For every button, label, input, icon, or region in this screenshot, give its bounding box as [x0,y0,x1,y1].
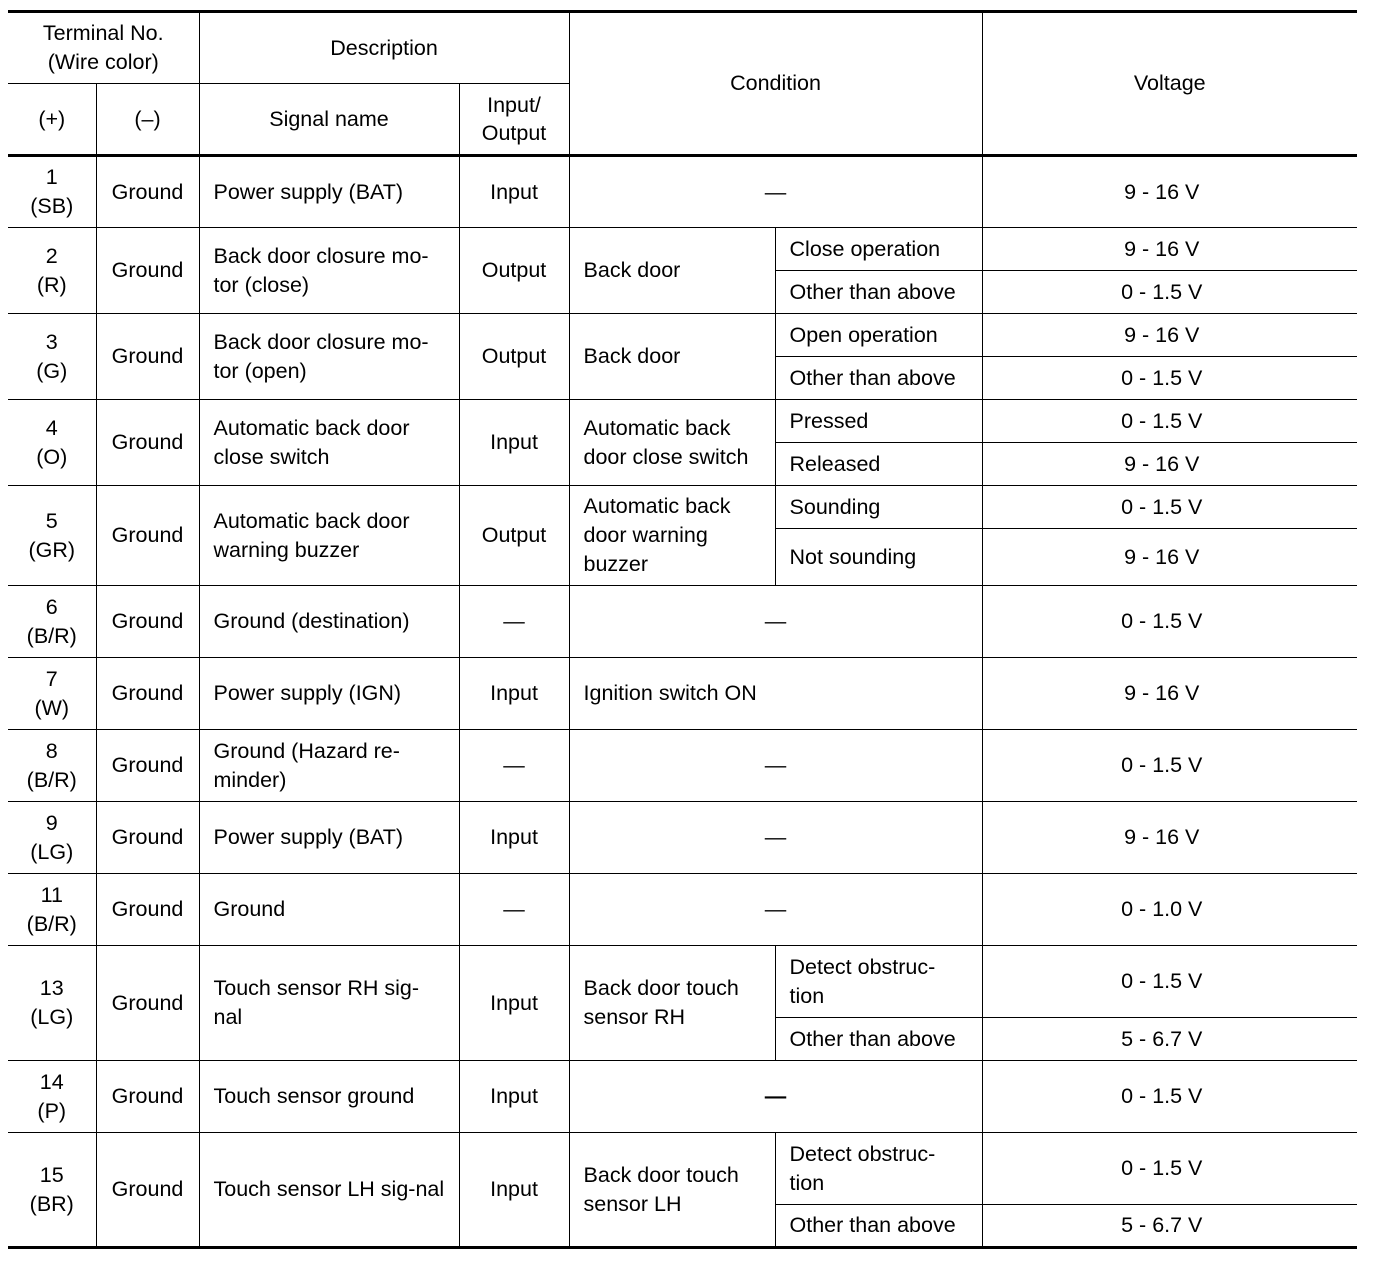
signal-cell: Automatic back door warning buzzer [199,486,459,586]
minus-header: (–) [96,84,199,156]
condition-cell: — [569,156,982,228]
condition-cell: — [569,802,982,874]
voltage-cell: 0 - 1.5 V [982,730,1357,802]
condition-cell: — [569,586,982,658]
state-cell: Detect obstruc-tion [775,1133,982,1205]
table-row [8,946,1357,1018]
condition-header: Condition [569,12,982,156]
voltage-cell: 9 - 16 V [982,443,1357,486]
minus-cell: Ground [96,946,199,1061]
voltage-cell: 0 - 1.5 V [982,486,1357,529]
description-header: Description [199,12,569,84]
io-cell: Output [459,486,569,586]
io-cell: — [459,730,569,802]
state-cell: Close operation [775,228,982,271]
io-cell: Output [459,228,569,314]
signal-cell: Power supply (BAT) [199,156,459,228]
table-row [8,156,1357,228]
signal-cell: Touch sensor RH sig-nal [199,946,459,1061]
table-row [8,586,1357,658]
io-cell: — [459,586,569,658]
terminal-header: Terminal No. (Wire color) [8,12,199,84]
terminal-cell: 8 (B/R) [8,730,96,802]
signal-cell: Power supply (BAT) [199,802,459,874]
voltage-cell: 0 - 1.0 V [982,874,1357,946]
voltage-cell: 9 - 16 V [982,802,1357,874]
state-cell: Other than above [775,271,982,314]
table-row [8,658,1357,730]
table-row [8,1061,1357,1133]
signal-cell: Ground (destination) [199,586,459,658]
table-row [8,400,1357,443]
minus-cell: Ground [96,658,199,730]
voltage-cell: 0 - 1.5 V [982,1061,1357,1133]
state-cell: Released [775,443,982,486]
table-row [8,486,1357,529]
io-cell: Input [459,802,569,874]
table-row [8,1133,1357,1205]
table-row [8,228,1357,271]
signal-cell: Touch sensor LH sig-nal [199,1133,459,1248]
voltage-cell: 0 - 1.5 V [982,946,1357,1018]
io-cell: — [459,874,569,946]
terminal-cell: 7 (W) [8,658,96,730]
table-row [8,802,1357,874]
voltage-cell: 9 - 16 V [982,314,1357,357]
signal-cell: Back door closure mo-tor (close) [199,228,459,314]
plus-header: (+) [8,84,96,156]
condition-cell: Automatic back door close switch [569,400,775,486]
voltage-cell: 0 - 1.5 V [982,271,1357,314]
minus-cell: Ground [96,228,199,314]
voltage-cell: 0 - 1.5 V [982,586,1357,658]
terminal-spec-table [8,10,1357,1249]
io-cell: Input [459,658,569,730]
condition-cell: Back door [569,228,775,314]
minus-cell: Ground [96,486,199,586]
terminal-cell: 15 (BR) [8,1133,96,1248]
state-cell: Other than above [775,1018,982,1061]
signal-name-header: Signal name [199,84,459,156]
state-cell: Open operation [775,314,982,357]
voltage-header: Voltage [982,12,1357,156]
condition-cell: — [569,730,982,802]
signal-cell: Back door closure mo-tor (open) [199,314,459,400]
voltage-cell: 9 - 16 V [982,156,1357,228]
signal-cell: Ground [199,874,459,946]
io-header: Input/ Output [459,84,569,156]
terminal-cell: 4 (O) [8,400,96,486]
io-cell: Input [459,1061,569,1133]
minus-cell: Ground [96,156,199,228]
condition-cell: — [569,1061,982,1133]
minus-cell: Ground [96,586,199,658]
minus-cell: Ground [96,1133,199,1248]
terminal-cell: 5 (GR) [8,486,96,586]
terminal-cell: 3 (G) [8,314,96,400]
minus-cell: Ground [96,874,199,946]
state-cell: Other than above [775,1205,982,1248]
terminal-cell: 6 (B/R) [8,586,96,658]
minus-cell: Ground [96,802,199,874]
minus-cell: Ground [96,400,199,486]
state-cell: Detect obstruc-tion [775,946,982,1018]
terminal-cell: 2 (R) [8,228,96,314]
state-cell: Other than above [775,357,982,400]
condition-cell: Ignition switch ON [569,658,982,730]
io-cell: Input [459,1133,569,1248]
signal-cell: Power supply (IGN) [199,658,459,730]
minus-cell: Ground [96,314,199,400]
voltage-cell: 9 - 16 V [982,529,1357,586]
voltage-cell: 0 - 1.5 V [982,400,1357,443]
voltage-cell: 0 - 1.5 V [982,357,1357,400]
terminal-cell: 1 (SB) [8,156,96,228]
io-cell: Input [459,156,569,228]
terminal-cell: 9 (LG) [8,802,96,874]
voltage-cell: 9 - 16 V [982,228,1357,271]
condition-cell: — [569,874,982,946]
condition-cell: Back door touch sensor LH [569,1133,775,1248]
state-cell: Not sounding [775,529,982,586]
table-row [8,314,1357,357]
voltage-cell: 9 - 16 V [982,658,1357,730]
io-cell: Input [459,400,569,486]
voltage-cell: 5 - 6.7 V [982,1018,1357,1061]
minus-cell: Ground [96,730,199,802]
condition-cell: Automatic back door warning buzzer [569,486,775,586]
state-cell: Sounding [775,486,982,529]
terminal-cell: 11 (B/R) [8,874,96,946]
io-cell: Input [459,946,569,1061]
io-cell: Output [459,314,569,400]
condition-cell: Back door [569,314,775,400]
table-row [8,730,1357,802]
terminal-cell: 13 (LG) [8,946,96,1061]
voltage-cell: 0 - 1.5 V [982,1133,1357,1205]
condition-cell: Back door touch sensor RH [569,946,775,1061]
voltage-cell: 5 - 6.7 V [982,1205,1357,1248]
terminal-cell: 14 (P) [8,1061,96,1133]
state-cell: Pressed [775,400,982,443]
signal-cell: Touch sensor ground [199,1061,459,1133]
signal-cell: Automatic back door close switch [199,400,459,486]
minus-cell: Ground [96,1061,199,1133]
signal-cell: Ground (Hazard re-minder) [199,730,459,802]
table-row [8,874,1357,946]
